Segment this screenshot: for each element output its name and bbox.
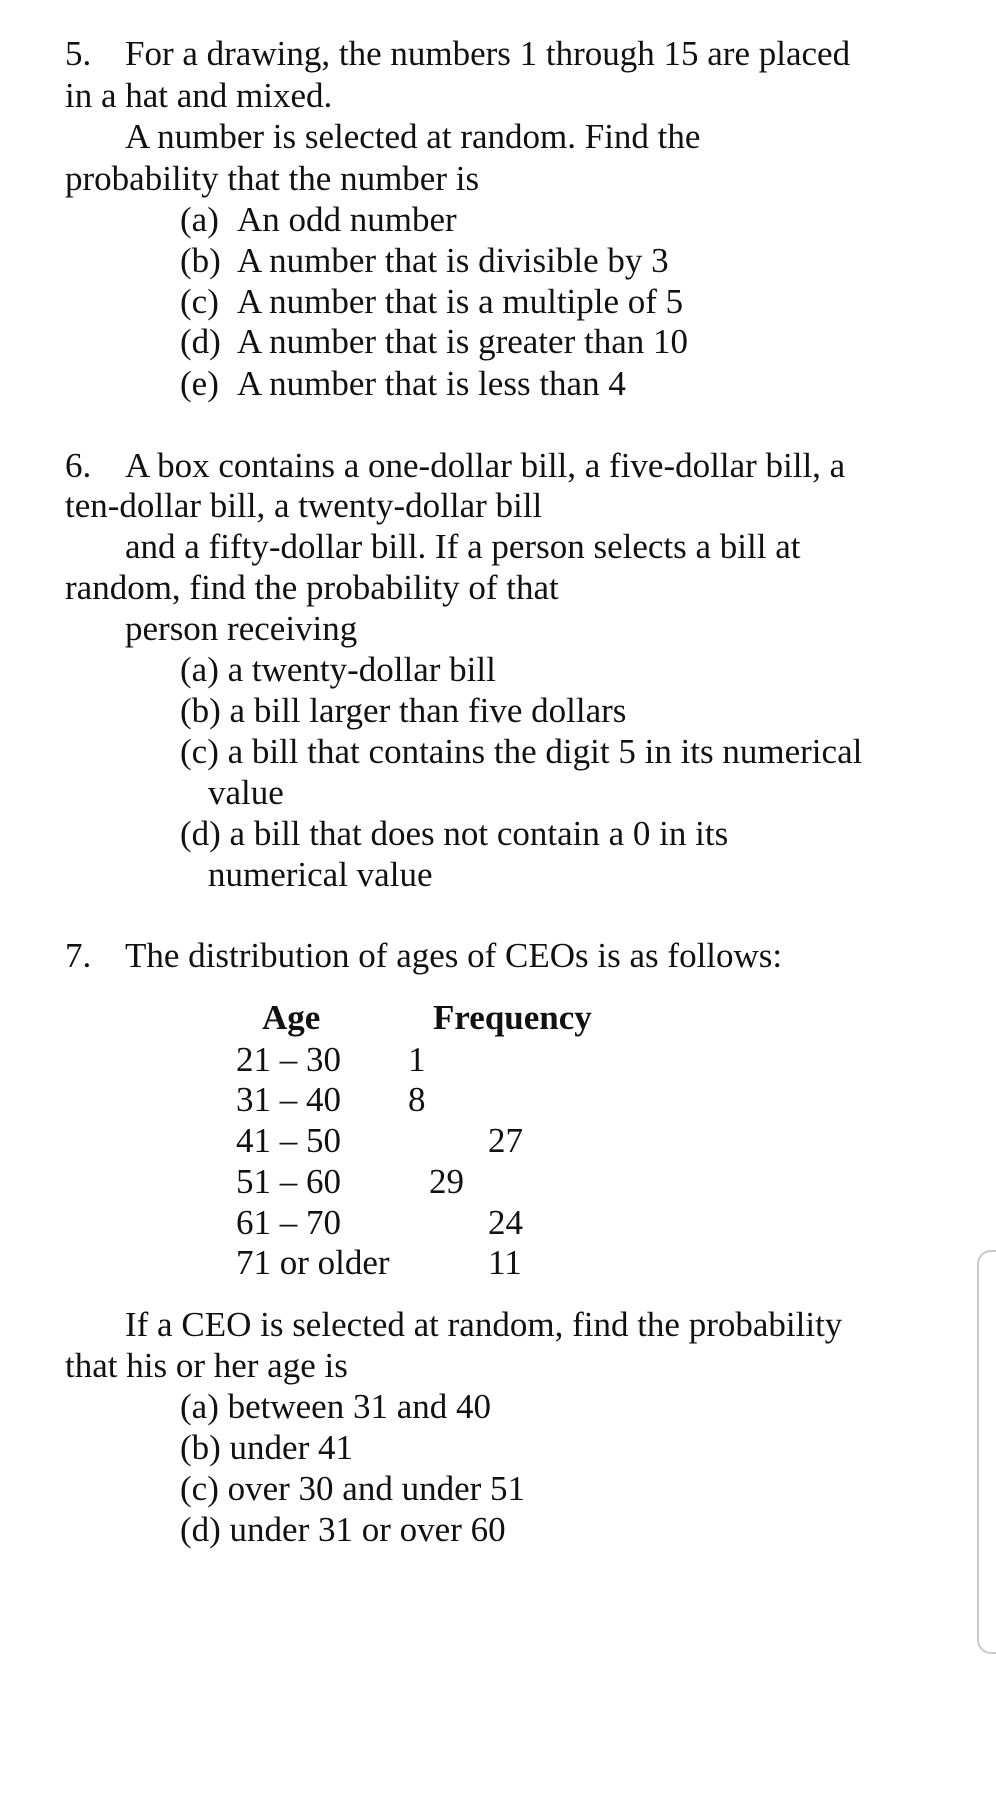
q6-item-continuation: numerical value — [208, 855, 433, 894]
q6-item: (c) a bill that contains the digit 5 in its numerical — [180, 732, 863, 771]
scroll-handle[interactable] — [977, 1250, 996, 1654]
q5-line1: For a drawing, the numbers 1 through 15 are placed — [125, 34, 851, 73]
table-age: 21 – 30 — [236, 1040, 341, 1079]
q5-item-label: (b) — [180, 241, 221, 280]
table-frequency: 1 — [408, 1040, 426, 1079]
q7-line1: If a CEO is selected at random, find the probability — [125, 1305, 843, 1344]
table-header-frequency: Frequency — [433, 998, 592, 1037]
table-age: 71 or older — [236, 1243, 390, 1282]
q7-item: (b) under 41 — [180, 1428, 354, 1467]
q5-item-label: (e) — [180, 364, 219, 403]
table-frequency: 29 — [429, 1162, 464, 1201]
q7-item: (d) under 31 or over 60 — [180, 1510, 506, 1549]
q6-line5: person receiving — [125, 609, 358, 648]
table-age: 41 – 50 — [236, 1121, 341, 1160]
table-age: 51 – 60 — [236, 1162, 341, 1201]
q5-item-text: A number that is less than 4 — [237, 364, 626, 403]
q5-line2: in a hat and mixed. — [65, 76, 333, 115]
q5-number: 5. — [65, 34, 92, 73]
q6-line3: and a fifty-dollar bill. If a person selects a bill at — [125, 527, 801, 566]
q6-item: (b) a bill larger than five dollars — [180, 691, 627, 730]
q5-item-label: (d) — [180, 322, 221, 361]
table-age: 31 – 40 — [236, 1080, 341, 1119]
table-frequency: 24 — [488, 1203, 523, 1242]
q5-item-text: A number that is divisible by 3 — [237, 241, 669, 280]
q7-item: (c) over 30 and under 51 — [180, 1469, 526, 1508]
q5-line3: A number is selected at random. Find the — [125, 117, 701, 156]
q7-line2: that his or her age is — [65, 1346, 348, 1385]
table-frequency: 27 — [488, 1121, 523, 1160]
q7-item: (a) between 31 and 40 — [180, 1387, 491, 1426]
table-frequency: 8 — [408, 1080, 426, 1119]
q5-item-text: A number that is greater than 10 — [237, 322, 688, 361]
table-age: 61 – 70 — [236, 1203, 341, 1242]
q6-item: (d) a bill that does not contain a 0 in its — [180, 814, 729, 853]
q5-line4: probability that the number is — [65, 159, 480, 198]
table-header-age: Age — [262, 998, 321, 1037]
q6-line4: random, find the probability of that — [65, 568, 559, 607]
q5-item-text: An odd number — [237, 200, 457, 239]
q6-number: 6. — [65, 446, 92, 485]
q5-item-text: A number that is a multiple of 5 — [237, 282, 684, 321]
q6-line1: A box contains a one-dollar bill, a five-dollar bill, a — [125, 446, 846, 485]
q7-number: 7. — [65, 936, 92, 975]
q5-item-label: (c) — [180, 282, 219, 321]
q6-line2: ten-dollar bill, a twenty-dollar bill — [65, 486, 543, 525]
table-frequency: 11 — [488, 1243, 522, 1282]
q6-item-continuation: value — [208, 773, 284, 812]
q7-intro: The distribution of ages of CEOs is as follows: — [125, 936, 783, 975]
q6-item: (a) a twenty-dollar bill — [180, 650, 496, 689]
q5-item-label: (a) — [180, 200, 219, 239]
